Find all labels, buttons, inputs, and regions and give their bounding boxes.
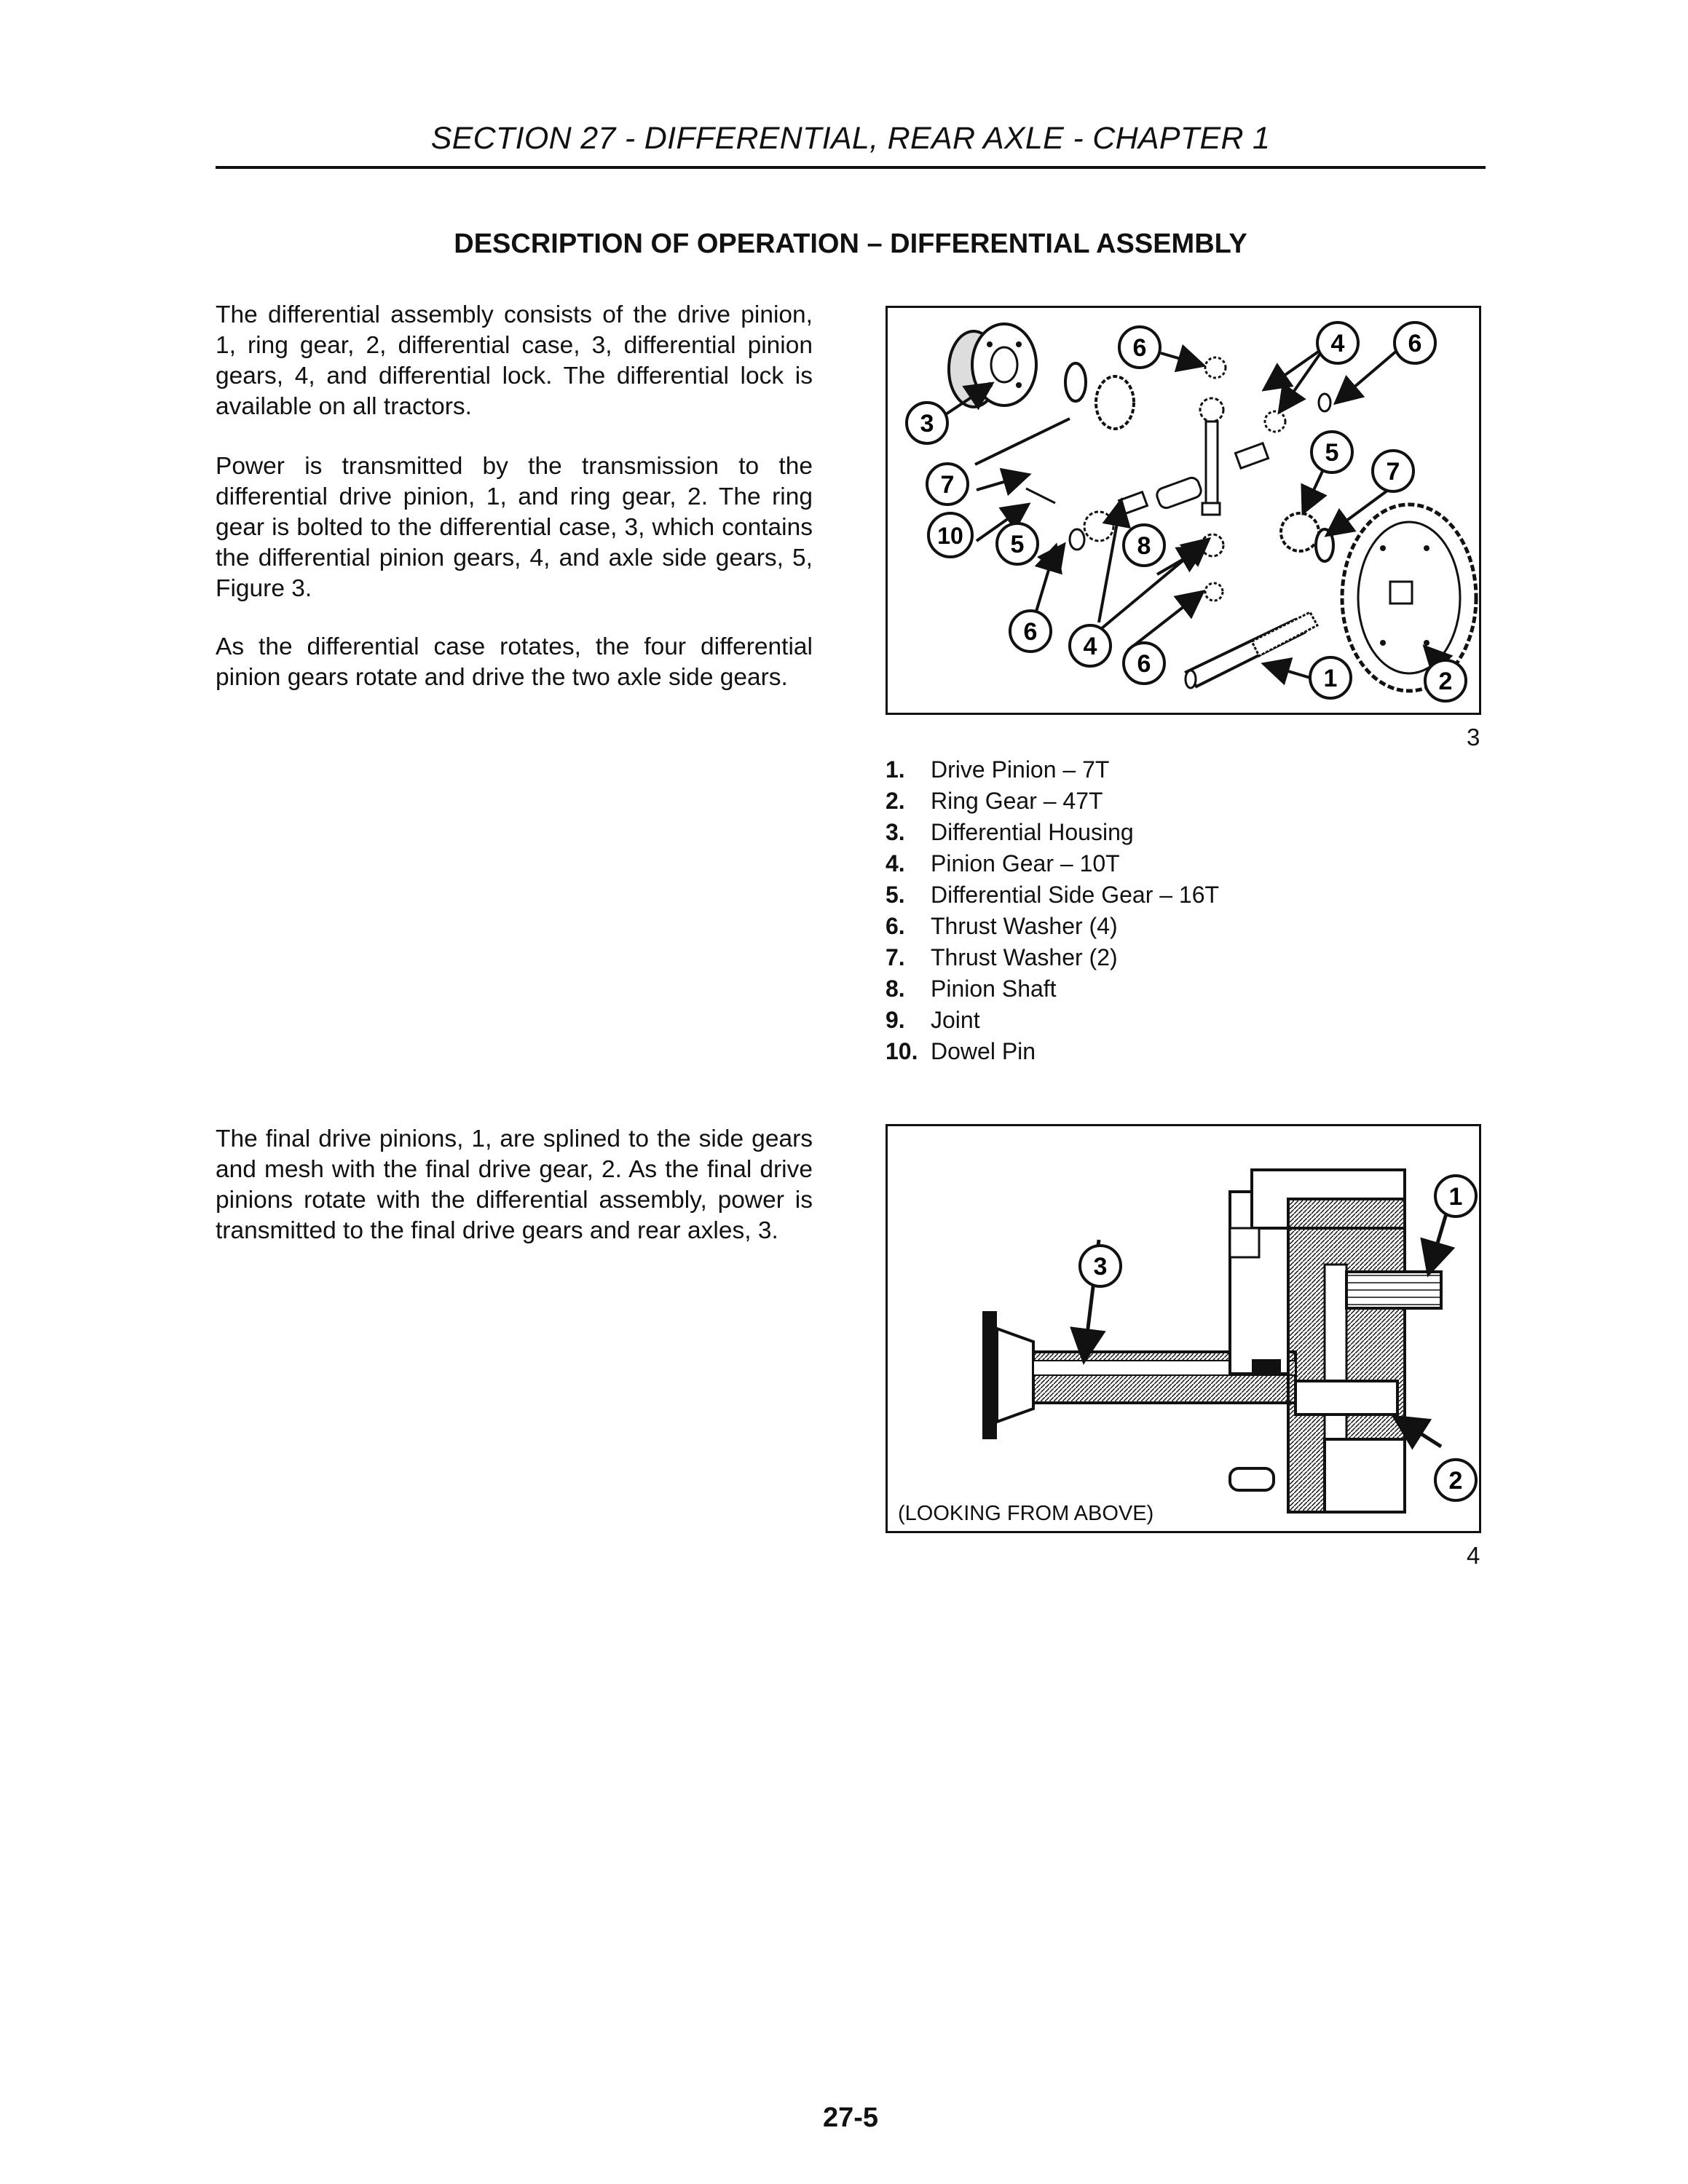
- svg-text:5: 5: [1010, 531, 1025, 558]
- paragraph-4: [216, 1124, 813, 1246]
- callout-1: [1435, 1176, 1476, 1216]
- callout-10: [928, 513, 972, 557]
- callout-2: [1435, 1460, 1476, 1500]
- page-number: 27-5: [822, 2102, 879, 2133]
- svg-text:10: 10: [937, 523, 963, 549]
- housing-section-drawing: [982, 1170, 1441, 1512]
- paragraph-2: [216, 451, 813, 604]
- svg-text:2: 2: [1448, 1467, 1463, 1495]
- svg-text:7: 7: [940, 471, 955, 499]
- paragraph-text: The final drive pinions, 1, are splined to the side gears and mesh with the final drive gear, 2. As the final drive pinions rotate with the differential assembly, power is transmitted to the final drive gears and rear axles, 3.: [216, 1125, 813, 1244]
- side-gear-right-drawing: [1281, 513, 1333, 561]
- callout-5-right: [1312, 432, 1352, 472]
- paragraph-3: [216, 632, 813, 693]
- svg-text:6: 6: [1023, 618, 1038, 646]
- callout-3: [907, 403, 947, 443]
- svg-text:6: 6: [1408, 330, 1422, 357]
- svg-text:3: 3: [920, 410, 934, 438]
- svg-text:5: 5: [1325, 439, 1339, 467]
- callout-7-left: [927, 464, 968, 505]
- paragraph-text: Power is transmitted by the transmission to the differential drive pinion, 1, and ring gear, 2. The ring gear is bolted to the differential case, 3, which contains the differential pinion gears, 4, and axle side gears, 5, Figure 3.: [216, 453, 813, 602]
- legend-item: 8. Pinion Shaft: [886, 976, 1057, 1002]
- callout-7-right: [1373, 451, 1413, 491]
- section-header: SECTION 27 - DIFFERENTIAL, REAR AXLE - CHAPTER 1: [430, 121, 1271, 156]
- figure-3-differential-exploded: [886, 306, 1481, 715]
- callout-6-bottom: [1124, 643, 1164, 684]
- svg-text:4: 4: [1330, 330, 1345, 357]
- differential-housing-drawing: [949, 324, 1086, 407]
- legend-item: 2. Ring Gear – 47T: [886, 788, 1103, 814]
- figure-4-number: 4: [1467, 1542, 1480, 1569]
- callout-2: [1425, 660, 1466, 701]
- legend-item: 1. Drive Pinion – 7T: [886, 756, 1110, 783]
- callout-6-left: [1010, 611, 1051, 652]
- legend-item: 10. Dowel Pin: [886, 1038, 1036, 1064]
- legend-item: 3. Differential Housing: [886, 819, 1134, 845]
- parts-legend: [886, 754, 1219, 1067]
- header-divider: [216, 166, 1486, 169]
- svg-text:7: 7: [1386, 458, 1400, 486]
- differential-exploded-illustration: [888, 308, 1479, 713]
- legend-item: 4. Pinion Gear – 10T: [886, 850, 1120, 877]
- svg-text:3: 3: [1093, 1253, 1108, 1281]
- svg-text:1: 1: [1448, 1183, 1463, 1211]
- callout-8: [1124, 525, 1164, 566]
- final-drive-illustration: [888, 1126, 1479, 1531]
- svg-text:6: 6: [1132, 334, 1147, 362]
- svg-text:1: 1: [1323, 665, 1338, 692]
- svg-text:2: 2: [1438, 668, 1453, 695]
- legend-item: 5. Differential Side Gear – 16T: [886, 882, 1220, 908]
- callout-3: [1080, 1246, 1121, 1286]
- legend-item: 6. Thrust Washer (4): [886, 913, 1118, 939]
- paragraph-1: [216, 300, 813, 422]
- callout-6-top: [1119, 327, 1160, 368]
- svg-text:6: 6: [1137, 650, 1151, 678]
- figure-3-number: 3: [1467, 724, 1480, 751]
- legend-item: 7. Thrust Washer (2): [886, 944, 1118, 970]
- drive-pinion-drawing: [1186, 612, 1317, 688]
- page-title: DESCRIPTION OF OPERATION – DIFFERENTIAL ASSEMBLY: [454, 229, 1247, 259]
- figure-4-final-drive-section: [886, 1124, 1481, 1533]
- figure-4-caption: (LOOKING FROM ABOVE): [898, 1502, 1154, 1525]
- callout-4-bottom: [1070, 625, 1111, 666]
- paragraph-text: As the differential case rotates, the four differential pinion gears rotate and drive the two axle side gears.: [216, 633, 813, 691]
- svg-text:4: 4: [1083, 633, 1097, 660]
- legend-item: 9. Joint: [886, 1007, 980, 1033]
- svg-text:8: 8: [1137, 532, 1151, 560]
- paragraph-text: The differential assembly consists of the drive pinion, 1, ring gear, 2, differential case, 3, differential pinion gears, 4, and differential lock. The differential lock is available on all tractors.: [216, 301, 813, 420]
- callout-4-top: [1317, 323, 1358, 363]
- callout-5-left: [997, 523, 1038, 564]
- callout-6-top-right: [1395, 323, 1435, 363]
- callout-1: [1310, 657, 1351, 698]
